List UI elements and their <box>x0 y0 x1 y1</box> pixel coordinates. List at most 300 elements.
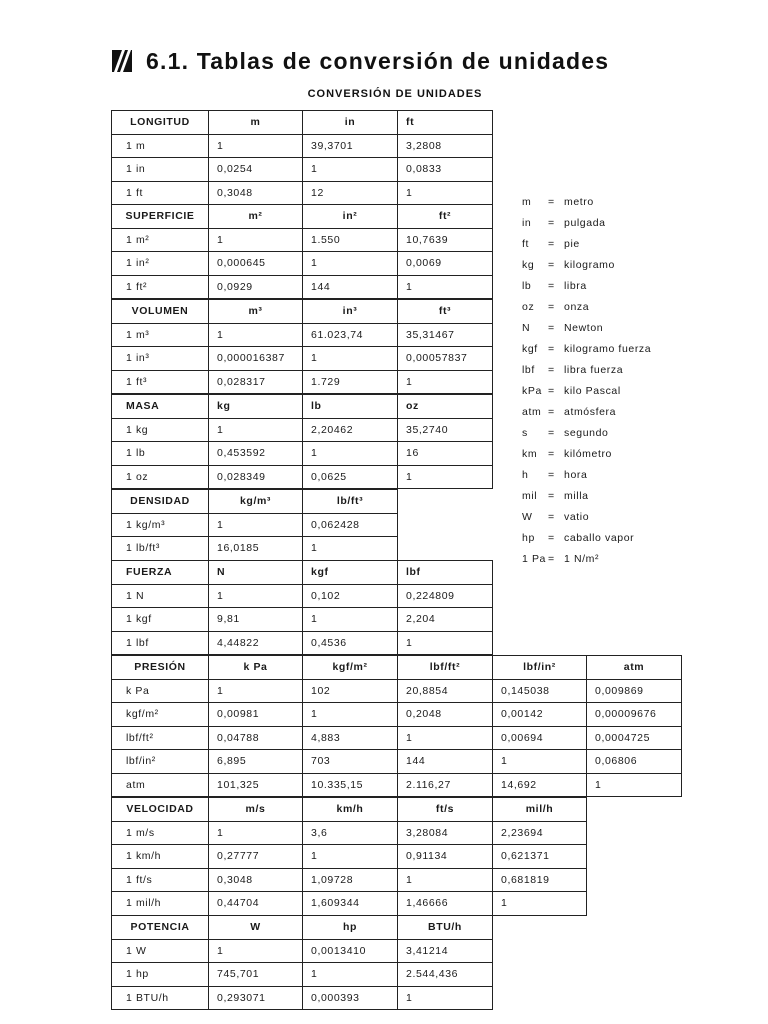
conversion-value: 1,46666 <box>398 892 493 916</box>
conversion-value: 2,20462 <box>303 418 398 442</box>
section-mark-icon <box>112 50 132 72</box>
legend-equals: = <box>548 364 555 376</box>
section-label: SUPERFICIE <box>112 205 209 229</box>
legend-description: libra fuerza <box>564 364 624 376</box>
conversion-value: 0,0254 <box>209 158 303 182</box>
legend-symbol: mil <box>522 490 538 502</box>
conversion-value: 1 <box>209 228 303 252</box>
legend-description: pulgada <box>564 217 606 229</box>
legend-description: kilogramo <box>564 259 615 271</box>
conversion-value: 0,000645 <box>209 252 303 276</box>
legend-equals: = <box>548 427 555 439</box>
row-unit-label: 1 in² <box>112 252 209 276</box>
table-row <box>112 726 682 750</box>
row-unit-label: atm <box>112 773 209 797</box>
table-row <box>112 584 493 608</box>
conversion-value: 0,028317 <box>209 370 303 394</box>
conversion-value: 0,4536 <box>303 631 398 655</box>
conversion-value: 16 <box>398 442 493 466</box>
row-unit-label: 1 kg <box>112 418 209 442</box>
conversion-value: 16,0185 <box>209 537 303 561</box>
table-row <box>112 323 493 347</box>
legend-equals: = <box>548 490 555 502</box>
conversion-value: 1 <box>209 679 303 703</box>
table-header-row <box>112 205 493 229</box>
conversion-table <box>111 560 493 655</box>
conversion-table <box>111 394 493 489</box>
conversion-value: 0,293071 <box>209 986 303 1010</box>
table-header-row <box>112 656 682 680</box>
table-row <box>112 513 493 537</box>
legend-item <box>522 280 651 301</box>
legend-description: 1 N/m² <box>564 553 600 565</box>
unit-header: kgf <box>303 561 398 585</box>
legend-equals: = <box>548 238 555 250</box>
conversion-value: 3,2808 <box>398 134 493 158</box>
legend-symbol: s <box>522 427 528 439</box>
legend-equals: = <box>548 196 555 208</box>
unit-header: W <box>209 916 303 940</box>
conversion-value: 144 <box>398 750 493 774</box>
conversion-value: 0,3048 <box>209 868 303 892</box>
legend-item <box>522 427 651 448</box>
row-unit-label: 1 m/s <box>112 821 209 845</box>
section-label: VOLUMEN <box>112 300 209 324</box>
legend-symbol: in <box>522 217 532 229</box>
legend-description: metro <box>564 196 594 208</box>
conversion-value: 0,3048 <box>209 181 303 205</box>
table-row <box>112 631 493 655</box>
conversion-value: 1 <box>303 963 398 987</box>
table-row <box>112 465 493 489</box>
unit-header: m³ <box>209 300 303 324</box>
legend-equals: = <box>548 406 555 418</box>
conversion-value: 1 <box>493 892 587 916</box>
row-unit-label: 1 W <box>112 939 209 963</box>
conversion-value: 0,0833 <box>398 158 493 182</box>
conversion-table <box>111 655 682 797</box>
conversion-value: 2,23694 <box>493 821 587 845</box>
table-densidad <box>111 489 493 561</box>
unit-header: lb <box>303 395 398 419</box>
conversion-value: 0,44704 <box>209 892 303 916</box>
conversion-table <box>111 915 493 1010</box>
table-row <box>112 158 493 182</box>
table-header-row <box>112 490 493 514</box>
row-unit-label: 1 m <box>112 134 209 158</box>
conversion-value: 4,883 <box>303 726 398 750</box>
conversion-value: 0,000016387 <box>209 347 303 371</box>
legend-item <box>522 469 651 490</box>
unit-header: in <box>303 111 398 135</box>
unit-header: oz <box>398 395 493 419</box>
table-fuerza <box>111 560 493 655</box>
legend-description: kilómetro <box>564 448 612 460</box>
legend-description: kilo Pascal <box>564 385 621 397</box>
legend-symbol: lb <box>522 280 532 292</box>
unit-header: atm <box>587 656 682 680</box>
table-header-row <box>112 916 493 940</box>
table-row <box>112 868 587 892</box>
unit-header: lb/ft³ <box>303 490 398 514</box>
section-label: MASA <box>112 395 209 419</box>
conversion-value: 0,0004725 <box>587 726 682 750</box>
unit-header: ft² <box>398 205 493 229</box>
legend-item <box>522 448 651 469</box>
table-presion <box>111 655 682 797</box>
table-longitud <box>111 110 493 205</box>
unit-header: k Pa <box>209 656 303 680</box>
table-header-row <box>112 395 493 419</box>
legend-symbol: m <box>522 196 532 208</box>
conversion-value: 1 <box>398 275 493 299</box>
unit-header: kg/m³ <box>209 490 303 514</box>
unit-header: lbf <box>398 561 493 585</box>
table-potencia <box>111 915 493 1010</box>
conversion-table <box>111 299 493 394</box>
conversion-value: 1,09728 <box>303 868 398 892</box>
conversion-value: 1 <box>209 513 303 537</box>
table-row <box>112 939 493 963</box>
conversion-value: 0,453592 <box>209 442 303 466</box>
row-unit-label: 1 m³ <box>112 323 209 347</box>
conversion-value: 1 <box>303 608 398 632</box>
conversion-value: 1 <box>398 631 493 655</box>
table-masa <box>111 394 493 489</box>
row-unit-label: 1 hp <box>112 963 209 987</box>
conversion-value: 0,0929 <box>209 275 303 299</box>
table-row <box>112 750 682 774</box>
row-unit-label: 1 in³ <box>112 347 209 371</box>
conversion-value: 20,8854 <box>398 679 493 703</box>
unit-header: lbf/in² <box>493 656 587 680</box>
table-row <box>112 608 493 632</box>
conversion-value: 3,41214 <box>398 939 493 963</box>
table-row <box>112 986 493 1010</box>
conversion-table <box>111 797 587 916</box>
unit-header: BTU/h <box>398 916 493 940</box>
table-header-row <box>112 561 493 585</box>
conversion-value: 3,28084 <box>398 821 493 845</box>
legend-description: vatio <box>564 511 590 523</box>
row-unit-label: 1 lb/ft³ <box>112 537 209 561</box>
empty-cell <box>398 537 493 561</box>
conversion-value: 0,2048 <box>398 703 493 727</box>
legend-equals: = <box>548 532 555 544</box>
conversion-value: 10.335,15 <box>303 773 398 797</box>
legend-equals: = <box>548 322 555 334</box>
conversion-value: 0,91134 <box>398 845 493 869</box>
legend-symbol: lbf <box>522 364 535 376</box>
legend-item <box>522 322 651 343</box>
table-header-row <box>112 798 587 822</box>
legend-equals: = <box>548 385 555 397</box>
conversion-value: 1 <box>303 442 398 466</box>
legend-item <box>522 364 651 385</box>
legend-description: caballo vapor <box>564 532 635 544</box>
table-row <box>112 181 493 205</box>
legend-symbol: 1 Pa <box>522 553 546 565</box>
conversion-value: 1 <box>398 726 493 750</box>
conversion-value: 1,609344 <box>303 892 398 916</box>
section-label: FUERZA <box>112 561 209 585</box>
row-unit-label: 1 lb <box>112 442 209 466</box>
conversion-value: 1 <box>587 773 682 797</box>
legend-item <box>522 217 651 238</box>
conversion-value: 61.023,74 <box>303 323 398 347</box>
conversion-value: 39,3701 <box>303 134 398 158</box>
unit-header: ft/s <box>398 798 493 822</box>
legend-item <box>522 196 651 217</box>
legend-description: hora <box>564 469 588 481</box>
empty-cell <box>398 513 493 537</box>
legend-equals: = <box>548 280 555 292</box>
conversion-value: 0,000393 <box>303 986 398 1010</box>
unit-header: ft <box>398 111 493 135</box>
legend-description: libra <box>564 280 587 292</box>
legend-item <box>522 490 651 511</box>
section-label: VELOCIDAD <box>112 798 209 822</box>
table-row <box>112 252 493 276</box>
conversion-value: 35,2740 <box>398 418 493 442</box>
legend-item <box>522 259 651 280</box>
legend-item <box>522 532 651 553</box>
legend-item <box>522 511 651 532</box>
legend-item <box>522 553 651 574</box>
row-unit-label: 1 ft³ <box>112 370 209 394</box>
row-unit-label: k Pa <box>112 679 209 703</box>
conversion-value: 14,692 <box>493 773 587 797</box>
table-row <box>112 418 493 442</box>
row-unit-label: 1 ft <box>112 181 209 205</box>
conversion-value: 1 <box>209 821 303 845</box>
legend-symbol: kg <box>522 259 535 271</box>
legend-symbol: kgf <box>522 343 538 355</box>
legend-item <box>522 238 651 259</box>
conversion-value: 745,701 <box>209 963 303 987</box>
legend-item <box>522 343 651 364</box>
conversion-value: 1 <box>209 939 303 963</box>
conversion-value: 1.550 <box>303 228 398 252</box>
row-unit-label: lbf/ft² <box>112 726 209 750</box>
empty-cell <box>398 490 493 514</box>
conversion-value: 2.544,436 <box>398 963 493 987</box>
row-unit-label: 1 N <box>112 584 209 608</box>
conversion-value: 0,062428 <box>303 513 398 537</box>
table-row <box>112 703 682 727</box>
conversion-value: 1 <box>303 845 398 869</box>
legend-description: Newton <box>564 322 604 334</box>
legend-item <box>522 301 651 322</box>
legend-description: milla <box>564 490 589 502</box>
conversion-value: 2,204 <box>398 608 493 632</box>
conversion-value: 0,00142 <box>493 703 587 727</box>
legend-equals: = <box>548 259 555 271</box>
unit-header: in² <box>303 205 398 229</box>
conversion-value: 703 <box>303 750 398 774</box>
conversion-value: 1 <box>303 252 398 276</box>
row-unit-label: 1 ft/s <box>112 868 209 892</box>
conversion-value: 0,00981 <box>209 703 303 727</box>
legend-symbol: N <box>522 322 531 334</box>
row-unit-label: 1 ft² <box>112 275 209 299</box>
conversion-value: 1 <box>398 370 493 394</box>
table-caption: CONVERSIÓN DE UNIDADES <box>307 88 483 100</box>
conversion-value: 0,224809 <box>398 584 493 608</box>
conversion-value: 0,06806 <box>587 750 682 774</box>
conversion-value: 1 <box>398 986 493 1010</box>
conversion-value: 1 <box>209 584 303 608</box>
legend-equals: = <box>548 217 555 229</box>
conversion-value: 102 <box>303 679 398 703</box>
conversion-value: 0,028349 <box>209 465 303 489</box>
unit-header: ft³ <box>398 300 493 324</box>
table-row <box>112 347 493 371</box>
legend-description: onza <box>564 301 590 313</box>
legend-equals: = <box>548 301 555 313</box>
legend-symbol: kPa <box>522 385 542 397</box>
row-unit-label: 1 m² <box>112 228 209 252</box>
row-unit-label: 1 BTU/h <box>112 986 209 1010</box>
conversion-value: 0,681819 <box>493 868 587 892</box>
legend-symbol: atm <box>522 406 542 418</box>
legend-equals: = <box>548 553 555 565</box>
legend-item <box>522 406 651 427</box>
legend-symbol: h <box>522 469 529 481</box>
section-label: PRESIÓN <box>112 656 209 680</box>
unit-header: mil/h <box>493 798 587 822</box>
conversion-value: 6,895 <box>209 750 303 774</box>
conversion-value: 1 <box>303 158 398 182</box>
conversion-value: 0,0013410 <box>303 939 398 963</box>
section-label: POTENCIA <box>112 916 209 940</box>
conversion-value: 35,31467 <box>398 323 493 347</box>
table-row <box>112 892 587 916</box>
conversion-value: 101,325 <box>209 773 303 797</box>
table-row <box>112 442 493 466</box>
table-velocidad <box>111 797 587 916</box>
unit-header: km/h <box>303 798 398 822</box>
conversion-value: 1 <box>303 703 398 727</box>
table-row <box>112 370 493 394</box>
page-heading <box>112 44 609 78</box>
conversion-value: 1 <box>303 537 398 561</box>
row-unit-label: 1 lbf <box>112 631 209 655</box>
unit-header: m <box>209 111 303 135</box>
conversion-value: 9,81 <box>209 608 303 632</box>
legend-description: pie <box>564 238 580 250</box>
conversion-value: 0,621371 <box>493 845 587 869</box>
conversion-value: 1.729 <box>303 370 398 394</box>
conversion-value: 0,00009676 <box>587 703 682 727</box>
page-title: 6.1. Tablas de conversión de unidades <box>146 47 610 74</box>
conversion-value: 0,145038 <box>493 679 587 703</box>
conversion-value: 1 <box>209 418 303 442</box>
table-header-row <box>112 111 493 135</box>
legend-description: atmósfera <box>564 406 617 418</box>
row-unit-label: 1 kg/m³ <box>112 513 209 537</box>
legend-equals: = <box>548 448 555 460</box>
table-row <box>112 134 493 158</box>
conversion-value: 1 <box>493 750 587 774</box>
legend-item <box>522 385 651 406</box>
unit-header: m² <box>209 205 303 229</box>
table-row <box>112 821 587 845</box>
conversion-value: 1 <box>209 134 303 158</box>
row-unit-label: lbf/in² <box>112 750 209 774</box>
table-row <box>112 845 587 869</box>
row-unit-label: kgf/m² <box>112 703 209 727</box>
conversion-value: 12 <box>303 181 398 205</box>
legend-symbol: hp <box>522 532 535 544</box>
unit-header: in³ <box>303 300 398 324</box>
conversion-value: 0,102 <box>303 584 398 608</box>
unit-header: m/s <box>209 798 303 822</box>
conversion-value: 10,7639 <box>398 228 493 252</box>
conversion-value: 1 <box>398 868 493 892</box>
table-row <box>112 275 493 299</box>
conversion-value: 3,6 <box>303 821 398 845</box>
conversion-value: 0,27777 <box>209 845 303 869</box>
unit-header: lbf/ft² <box>398 656 493 680</box>
table-row <box>112 537 493 561</box>
table-row <box>112 679 682 703</box>
row-unit-label: 1 in <box>112 158 209 182</box>
legend-equals: = <box>548 469 555 481</box>
legend-equals: = <box>548 343 555 355</box>
unit-header: N <box>209 561 303 585</box>
legend-symbol: km <box>522 448 538 460</box>
unit-legend <box>522 196 651 574</box>
conversion-value: 2.116,27 <box>398 773 493 797</box>
conversion-value: 1 <box>209 323 303 347</box>
table-superficie <box>111 204 493 299</box>
unit-header: kg <box>209 395 303 419</box>
conversion-value: 0,0625 <box>303 465 398 489</box>
table-row <box>112 963 493 987</box>
conversion-value: 0,04788 <box>209 726 303 750</box>
row-unit-label: 1 kgf <box>112 608 209 632</box>
section-label: DENSIDAD <box>112 490 209 514</box>
table-row <box>112 228 493 252</box>
conversion-value: 0,00057837 <box>398 347 493 371</box>
legend-symbol: ft <box>522 238 530 250</box>
unit-header: hp <box>303 916 398 940</box>
conversion-value: 144 <box>303 275 398 299</box>
row-unit-label: 1 km/h <box>112 845 209 869</box>
table-volumen <box>111 299 493 394</box>
conversion-table <box>111 110 493 205</box>
unit-header: kgf/m² <box>303 656 398 680</box>
conversion-value: 0,0069 <box>398 252 493 276</box>
row-unit-label: 1 oz <box>112 465 209 489</box>
section-label: LONGITUD <box>112 111 209 135</box>
legend-symbol: oz <box>522 301 535 313</box>
conversion-value: 4,44822 <box>209 631 303 655</box>
conversion-table <box>111 489 493 561</box>
legend-description: kilogramo fuerza <box>564 343 652 355</box>
conversion-value: 0,00694 <box>493 726 587 750</box>
conversion-value: 0,009869 <box>587 679 682 703</box>
conversion-value: 1 <box>303 347 398 371</box>
row-unit-label: 1 mil/h <box>112 892 209 916</box>
table-row <box>112 773 682 797</box>
legend-equals: = <box>548 511 555 523</box>
conversion-value: 1 <box>398 465 493 489</box>
conversion-value: 1 <box>398 181 493 205</box>
legend-symbol: W <box>522 511 533 523</box>
conversion-table <box>111 204 493 299</box>
